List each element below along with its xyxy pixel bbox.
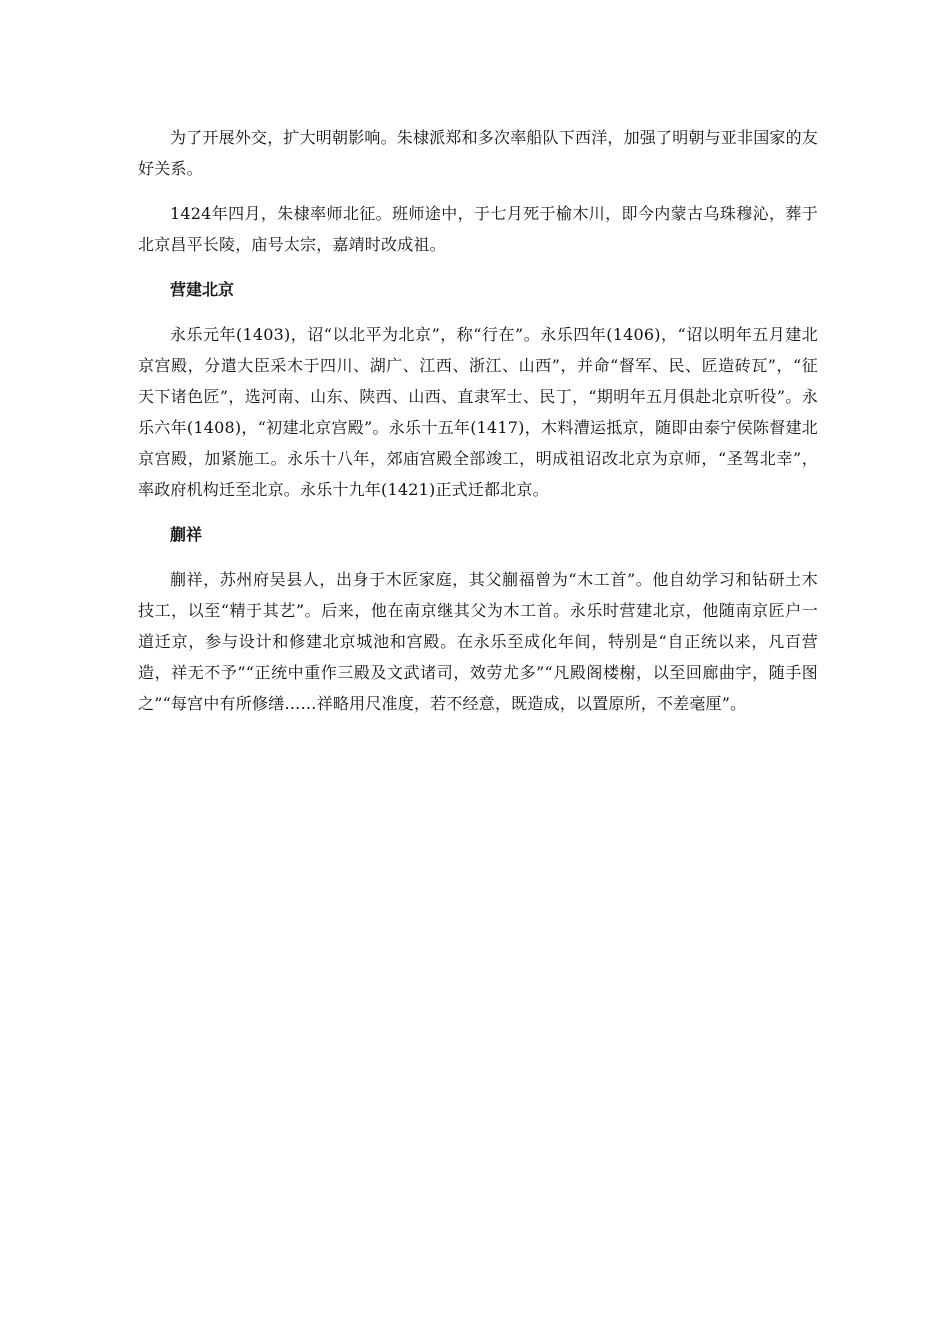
document-page: [138, 122, 818, 719]
paragraph-build-beijing: 永乐元年(1403)，诏“以北平为北京”，称“行在”。永乐四年(1406)，“诏以明年五月建北京宫殿，分遣大臣采木于四川、湖广、江西、浙江、山西”，并命“督军、民、匠造砖瓦”，“征天下诸色匠”，选河南、山东、陕西、山西、直隶军士、民丁，“期明年五月俱赴北京听役”。永乐六年(1408)，“初建北京宫殿”。永乐十五年(1417)，木料漕运抵京，随即由泰宁侯陈督建北京宫殿，加紧施工。永乐十八年，郊庙宫殿全部竣工，明成祖诏改北京为京师，“圣驾北幸”，率政府机构迁至北京。永乐十九年(1421)正式迁都北京。: [138, 325, 818, 499]
section-heading-kuai-xiang: 蒯祥: [170, 525, 203, 544]
paragraph-kuai-xiang: 蒯祥，苏州府吴县人，出身于木匠家庭，其父蒯福曾为“木工首”。他自幼学习和钻研土木技工，以至“精于其艺”。后来，他在南京继其父为木工首。永乐时营建北京，他随南京匠户一道迁京，参与设计和修建北京城池和宫殿。在永乐至成化年间，特别是“自正统以来，凡百营造，祥无不予”“正统中重作三殿及文武诸司，效劳尤多”“凡殿阁楼榭，以至回廊曲宇，随手图之”“每宫中有所修缮……祥略用尺准度，若不经意，既造成，以置原所，不差毫厘”。: [138, 570, 818, 713]
paragraph-death: 1424年四月，朱棣率师北征。班师途中，于七月死于榆木川，即今内蒙古乌珠穆沁，葬于北京昌平长陵，庙号太宗，嘉靖时改成祖。: [138, 204, 818, 254]
section-heading-build-beijing: 营建北京: [170, 280, 235, 299]
paragraph-diplomacy: 为了开展外交，扩大明朝影响。朱棣派郑和多次率船队下西洋，加强了明朝与亚非国家的友好关系。: [138, 128, 819, 178]
